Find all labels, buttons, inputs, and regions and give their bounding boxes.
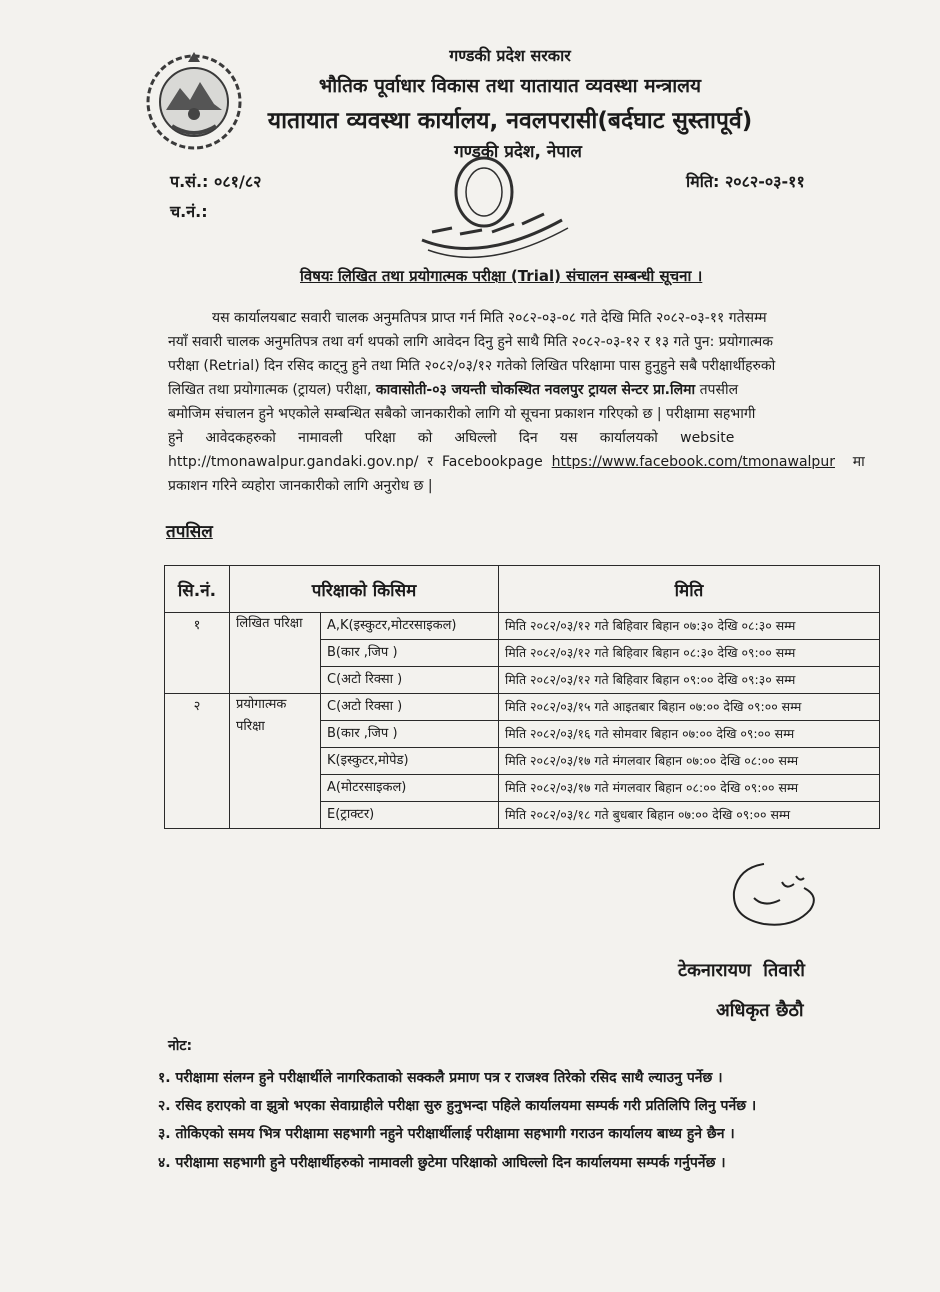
- category-cell: प्रयोगात्मक परिक्षा: [230, 694, 321, 829]
- date-cell: मिति २०८२/०३/१२ गते बिहिवार बिहान ०८:३० देखि ०९:०० सम्म: [499, 640, 880, 667]
- notice-subject: विषयः लिखित तथा प्रयोगात्मक परीक्षा (Trial) संचालन सम्बन्धी सूचना ।: [300, 267, 703, 285]
- class-cell: C(अटो रिक्सा ): [321, 667, 499, 694]
- date-cell: मिति २०८२/०३/१७ गते मंगलवार बिहान ०८:०० देखि ०९:०० सम्म: [499, 775, 880, 802]
- schedule-table: [164, 565, 880, 829]
- serial-cell: १: [165, 613, 230, 694]
- body-line-7-mid: र Facebookpage: [418, 454, 552, 470]
- category-cell: लिखित परिक्षा: [230, 613, 321, 694]
- note-item: ३. तोकिएको समय भित्र परीक्षामा सहभागी नहुने परीक्षार्थीलाई परीक्षामा सहभागी गराउन कार्यालय बाध्य हुने छैन ।: [158, 1126, 735, 1142]
- facebook-link[interactable]: https://www.facebook.com/tmonawalpur: [551, 454, 835, 470]
- notice-body: [168, 306, 876, 498]
- body-line-7-end: मा: [834, 454, 865, 470]
- header-date: मिति: [499, 566, 880, 613]
- body-line-1: यस कार्यालयबाट सवारी चालक अनुमतिपत्र प्राप्त गर्न मिति २०८२-०३-०८ गते देखि मिति २०८२-०३-११ गतेसम्म: [212, 310, 767, 326]
- body-line-4-start: लिखित तथा प्रयोगात्मक (ट्रायल) परीक्षा,: [168, 382, 372, 398]
- date-cell: मिति २०८२/०३/१६ गते सोमवार बिहान ०७:०० देखि ०९:०० सम्म: [499, 721, 880, 748]
- government-name: गण्डकी प्रदेश सरकार: [449, 46, 571, 65]
- trial-center-name: कावासोती-०३ जयन्ती चोकस्थित नवलपुर ट्रायल सेन्टर प्रा.लिमा: [375, 382, 696, 398]
- dispatch-number: च.नं.:: [170, 202, 208, 221]
- body-line-6: हुने आवेदकहरुको नामावली परिक्षा को अघिल्लो दिन यस कार्यालयको website: [168, 430, 735, 446]
- date-cell: मिति २०८२/०३/१५ गते आइतबार बिहान ०७:०० देखि ०९:०० सम्म: [499, 694, 880, 721]
- office-stamp-icon: [412, 154, 574, 262]
- class-cell: K(इस्कुटर,मोपेड): [321, 748, 499, 775]
- class-cell: B(कार ,जिप ): [321, 640, 499, 667]
- schedule-heading: तपसिल: [166, 522, 213, 542]
- body-line-7: [168, 450, 876, 474]
- class-cell: C(अटो रिक्सा ): [321, 694, 499, 721]
- reference-number: प.सं.: ०८१/८२: [170, 172, 262, 191]
- table-row: [165, 694, 880, 721]
- serial-cell: २: [165, 694, 230, 829]
- class-cell: B(कार ,जिप ): [321, 721, 499, 748]
- table-row: [165, 613, 880, 640]
- date-cell: मिति २०८२/०३/१८ गते बुधबार बिहान ०७:०० देखि ०९:०० सम्म: [499, 802, 880, 829]
- body-line-8: प्रकाशन गरिने व्यहोरा जानकारीको लागि अनुरोध छ |: [168, 478, 433, 494]
- class-cell: A(मोटरसाइकल): [321, 775, 499, 802]
- body-line-2: नयाँ सवारी चालक अनुमतिपत्र तथा वर्ग थपको लागि आवेदन दिनु हुने साथै मिति २०८२-०३-१२ र १३ गते पुन: प्रयोगात्मक: [168, 334, 774, 350]
- ministry-name: भौतिक पूर्वाधार विकास तथा यातायात व्यवस्था मन्त्रालय: [318, 75, 702, 97]
- office-name: यातायात व्यवस्था कार्यालय, नवलपरासी(बर्दघाट सुस्तापूर्व): [267, 108, 753, 134]
- signer-name: टेकनारायण तिवारी: [678, 960, 805, 981]
- notice-date: मिति: २०८२-०३-११: [686, 172, 805, 191]
- signer-designation: अधिकृत छैठौ: [716, 1000, 804, 1021]
- note-item: ४. परीक्षामा सहभागी हुने परीक्षार्थीहरुको नामावली छुटेमा परिक्षाको आघिल्लो दिन कार्यालयमा सम्पर्क गर्नुपर्नेछ ।: [158, 1155, 726, 1171]
- website-link[interactable]: http://tmonawalpur.gandaki.gov.np/: [168, 454, 419, 470]
- body-line-4: [168, 378, 876, 402]
- header-exam-type: परिक्षाको किसिम: [230, 566, 499, 613]
- body-line-5: बमोजिम संचालन हुने भएकोले सम्बन्धित सबैको जानकारीको लागि यो सूचना प्रकाशन गरिएको छ | परीक्षामा सहभागी: [168, 406, 756, 422]
- body-line-3: परीक्षा (Retrial) दिन रसिद काट्नु हुने तथा मिति २०८२/०३/१२ गतेको लिखित परिक्षामा पास हुनुहुने सबै परीक्षार्थीहरुको: [168, 358, 776, 374]
- header-serial: सि.नं.: [165, 566, 230, 613]
- note-item: २. रसिद हराएको वा झुत्रो भएका सेवाग्राहीले परीक्षा सुरु हुनुभन्दा पहिले कार्यालयमा सम्पर्क गरी प्रतिलिपि लिनु पर्नेछ ।: [158, 1098, 757, 1114]
- body-line-4-end: तपसील: [699, 382, 739, 398]
- date-cell: मिति २०८२/०३/१७ गते मंगलवार बिहान ०७:०० देखि ०८:०० सम्म: [499, 748, 880, 775]
- class-cell: E(ट्राक्टर): [321, 802, 499, 829]
- signature-icon: [724, 858, 824, 938]
- table-header-row: [165, 566, 880, 613]
- province-name: गण्डकी प्रदेश, नेपाल: [454, 142, 582, 162]
- class-cell: A,K(इस्कुटर,मोटरसाइकल): [321, 613, 499, 640]
- date-cell: मिति २०८२/०३/१२ गते बिहिवार बिहान ०९:०० देखि ०९:३० सम्म: [499, 667, 880, 694]
- date-cell: मिति २०८२/०३/१२ गते बिहिवार बिहान ०७:३० देखि ०८:३० सम्म: [499, 613, 880, 640]
- note-item: १. परीक्षामा संलग्न हुने परीक्षार्थीले नागरिकताको सक्कलै प्रमाण पत्र र राजश्व तिरेको रसिद साथै ल्याउनु पर्नेछ ।: [158, 1070, 723, 1086]
- notes-title: नोट:: [168, 1038, 193, 1054]
